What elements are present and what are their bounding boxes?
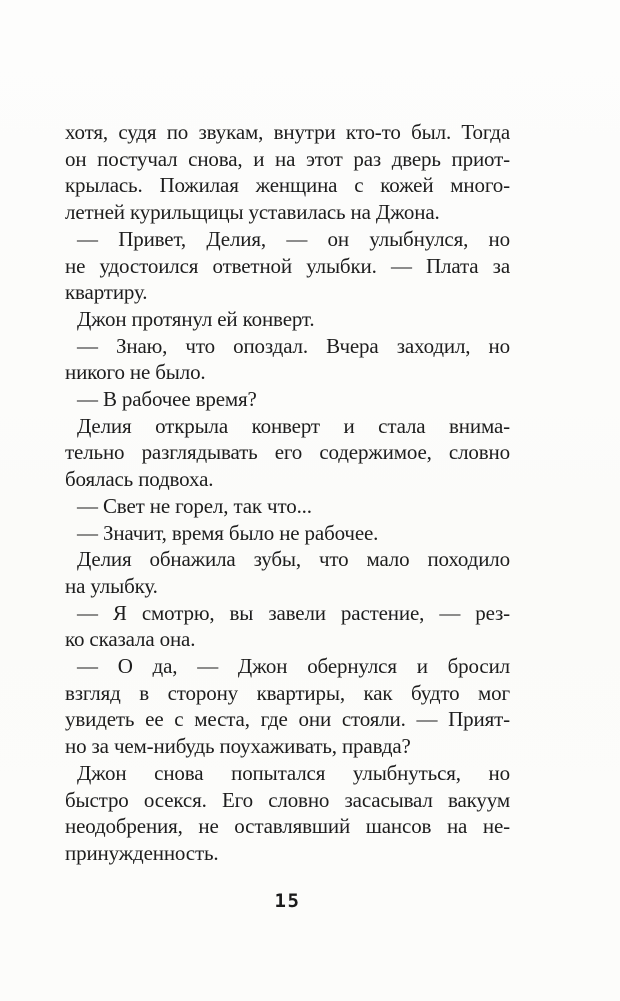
text-line: ко сказала она. xyxy=(65,627,196,652)
text-line: тельно разглядывать его содержимое, словно xyxy=(65,440,510,465)
text-line: увидеть ее с места, где они стояли. — Прият- xyxy=(65,707,510,732)
text-line: на улыбку. xyxy=(65,573,158,598)
page-text xyxy=(65,119,510,867)
paragraph-11 xyxy=(65,653,510,760)
paragraph-6 xyxy=(65,413,510,493)
text-line: он постучал снова, и на этот раз дверь приот- xyxy=(65,146,510,171)
paragraph-12 xyxy=(65,760,510,867)
text-line: Джон снова попытался улыбнуться, но xyxy=(77,760,510,785)
text-line: квартиру. xyxy=(65,280,148,305)
paragraph-2 xyxy=(65,226,510,306)
text-line: — Привет, Делия, — он улыбнулся, но xyxy=(77,226,510,251)
paragraph-3 xyxy=(65,306,510,333)
text-line: боялась подвоха. xyxy=(65,467,214,492)
page-number: 15 xyxy=(274,890,301,912)
text-line: — О да, — Джон обернулся и бросил xyxy=(77,654,510,679)
text-line: неодобрения, не оставлявший шансов на не- xyxy=(65,814,510,839)
text-line: Делия обнажила зубы, что мало походило xyxy=(77,547,510,572)
text-line: никого не было. xyxy=(65,360,206,385)
paragraph-10 xyxy=(65,600,510,653)
text-line: — Значит, время было не рабочее. xyxy=(77,520,379,545)
text-line: взгляд в сторону квартиры, как будто мог xyxy=(65,680,510,705)
paragraph-9 xyxy=(65,546,510,599)
text-line: — Свет не горел, так что... xyxy=(77,493,312,518)
text-line: принужденность. xyxy=(65,840,219,865)
text-line: быстро осекся. Его словно засасывал вакуум xyxy=(65,787,510,812)
paragraph-5 xyxy=(65,386,510,413)
paragraph-8 xyxy=(65,520,510,547)
text-line: — Знаю, что опоздал. Вчера заходил, но xyxy=(77,333,510,358)
text-line: не удостоился ответной улыбки. — Плата за xyxy=(65,253,510,278)
text-line: но за чем-нибудь поухаживать, правда? xyxy=(65,734,411,759)
text-line: хотя, судя по звукам, внутри кто-то был. Тогда xyxy=(65,120,510,144)
text-line: летней курильщицы уставилась на Джона. xyxy=(65,200,440,225)
paragraph-4 xyxy=(65,333,510,386)
text-line: — В рабочее время? xyxy=(77,387,257,412)
text-line: Делия открыла конверт и стала внима- xyxy=(77,413,510,438)
paragraph-7 xyxy=(65,493,510,520)
text-line: Джон протянул ей конверт. xyxy=(77,306,315,331)
text-line: крылась. Пожилая женщина с кожей много- xyxy=(65,173,510,198)
text-line: — Я смотрю, вы завели растение, — рез- xyxy=(77,600,510,625)
paragraph-1 xyxy=(65,119,510,226)
